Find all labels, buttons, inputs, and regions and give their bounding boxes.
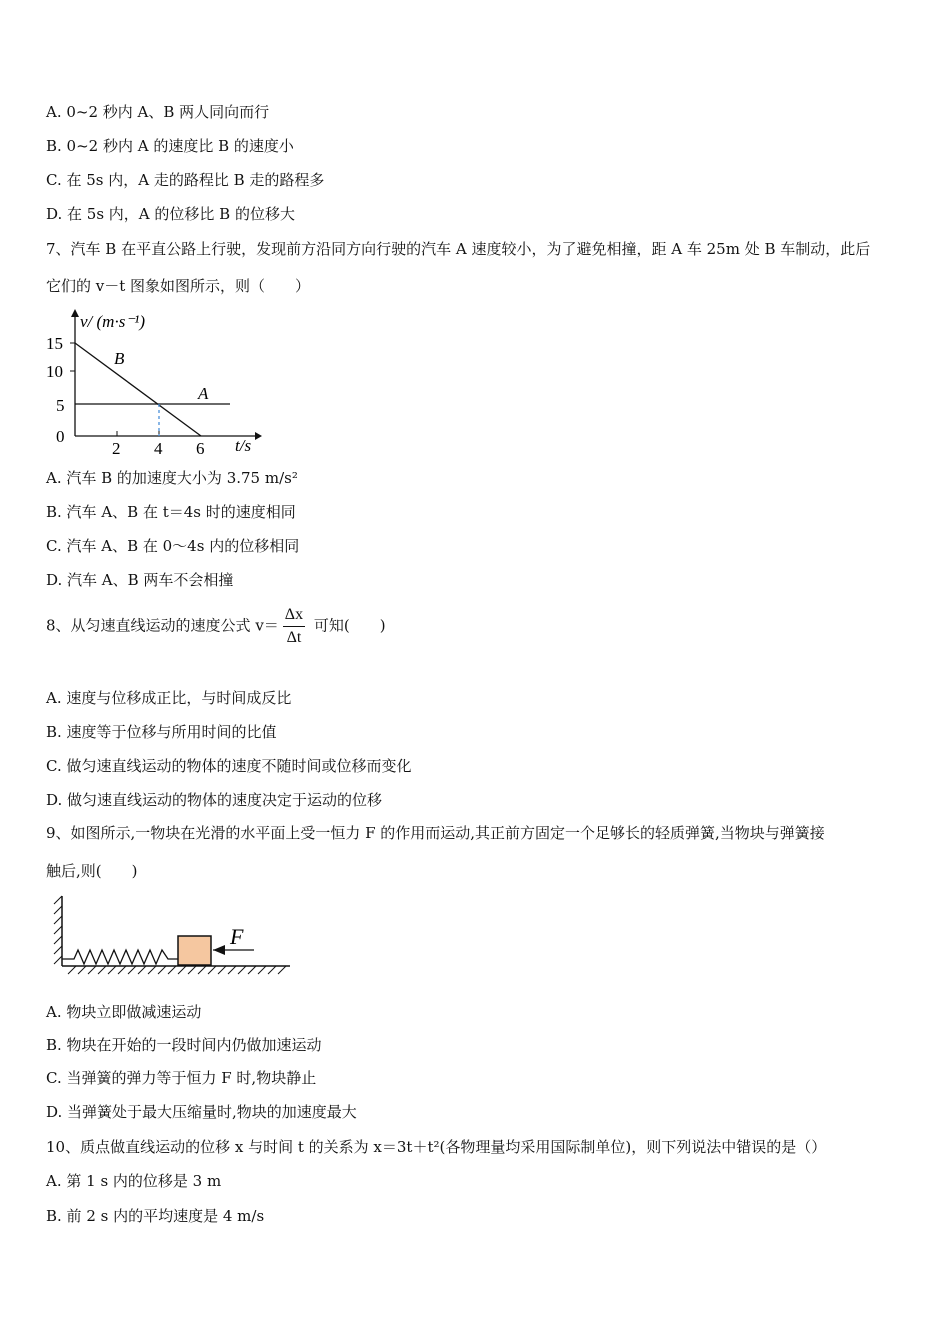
q9-option-d: D. 当弹簧处于最大压缩量时,物块的加速度最大: [46, 1103, 357, 1121]
xtick-label-2: 2: [112, 439, 121, 458]
q6-option-b: B. 0~2 秒内 A 的速度比 B 的速度小: [46, 137, 294, 155]
series-b-line: [75, 343, 201, 436]
y-axis-arrow-icon: [71, 309, 79, 317]
x-axis-label: t/s: [235, 436, 252, 455]
q6-option-d: D. 在 5s 内，A 的位移比 B 的位移大: [46, 205, 295, 223]
series-a-label: A: [198, 384, 209, 403]
y-axis-label: v/ (m·s⁻¹): [80, 312, 146, 331]
force-label: F: [230, 924, 244, 949]
q9-spring-figure: [48, 890, 298, 980]
ytick-label-15: 15: [46, 334, 63, 353]
q7-option-b: B. 汽车 A、B 在 t＝4s 时的速度相同: [46, 503, 296, 521]
series-b-label: B: [114, 349, 125, 368]
q8-option-b: B. 速度等于位移与所用时间的比值: [46, 723, 277, 741]
q8-stem: [46, 604, 386, 649]
q10-option-b: B. 前 2 s 内的平均速度是 4 m/s: [46, 1207, 265, 1225]
q8-option-c: C. 做匀速直线运动的物体的速度不随时间或位移而变化: [46, 757, 412, 775]
spring-coil: [62, 950, 178, 964]
q9-option-a: A. 物块立即做减速运动: [46, 1003, 202, 1021]
q8-formula-fraction: [283, 604, 305, 649]
q7-option-a: A. 汽车 B 的加速度大小为 3.75 m/s²: [46, 469, 298, 487]
ytick-label-0: 0: [56, 427, 65, 446]
wall-hatching: [54, 896, 62, 964]
q9-stem-line1: 9、如图所示,一物块在光滑的水平面上受一恒力 F 的作用而运动,其正前方固定一个足够长的轻质弹簧,当物块与弹簧接: [46, 824, 825, 842]
q8-stem-prefix: 8、从匀速直线运动的速度公式 v＝: [46, 616, 279, 635]
q7-stem-line2: 它们的 v－t 图象如图所示，则（ ）: [46, 277, 311, 295]
q8-option-d: D. 做匀速直线运动的物体的速度决定于运动的位移: [46, 791, 383, 809]
floor-hatching: [68, 966, 286, 974]
q6-option-a: A. 0~2 秒内 A、B 两人同向而行: [46, 103, 270, 121]
q10-stem: 10、质点做直线运动的位移 x 与时间 t 的关系为 x＝3t＋t²(各物理量均采用国际制单位)，则下列说法中错误的是（）: [46, 1138, 827, 1156]
q8-fraction-denominator: Δt: [286, 629, 302, 646]
q9-option-c: C. 当弹簧的弹力等于恒力 F 时,物块静止: [46, 1069, 317, 1087]
q9-option-b: B. 物块在开始的一段时间内仍做加速运动: [46, 1036, 322, 1054]
q7-stem-line1: 7、汽车 B 在平直公路上行驶，发现前方沿同方向行驶的汽车 A 速度较小，为了避免相撞，距 A 车 25m 处 B 车制动，此后: [46, 240, 871, 258]
q8-stem-suffix: 可知( ): [309, 616, 386, 635]
q6-option-c: C. 在 5s 内，A 走的路程比 B 走的路程多: [46, 171, 325, 189]
q8-option-a: A. 速度与位移成正比，与时间成反比: [46, 689, 292, 707]
block: [178, 936, 211, 965]
xtick-label-4: 4: [154, 439, 163, 458]
q7-option-c: C. 汽车 A、B 在 0～4s 内的位移相同: [46, 537, 300, 555]
q7-vt-graph: [40, 305, 270, 460]
arrow-left-icon: [213, 945, 225, 955]
q8-fraction-numerator: Δx: [283, 604, 305, 627]
q7-option-d: D. 汽车 A、B 两车不会相撞: [46, 571, 234, 589]
x-axis-arrow-icon: [255, 432, 262, 440]
ytick-label-5: 5: [56, 396, 65, 415]
xtick-label-6: 6: [196, 439, 205, 458]
q9-stem-line2: 触后,则( ): [46, 862, 138, 880]
ytick-label-10: 10: [46, 362, 63, 381]
q10-option-a: A. 第 1 s 内的位移是 3 m: [46, 1172, 222, 1190]
